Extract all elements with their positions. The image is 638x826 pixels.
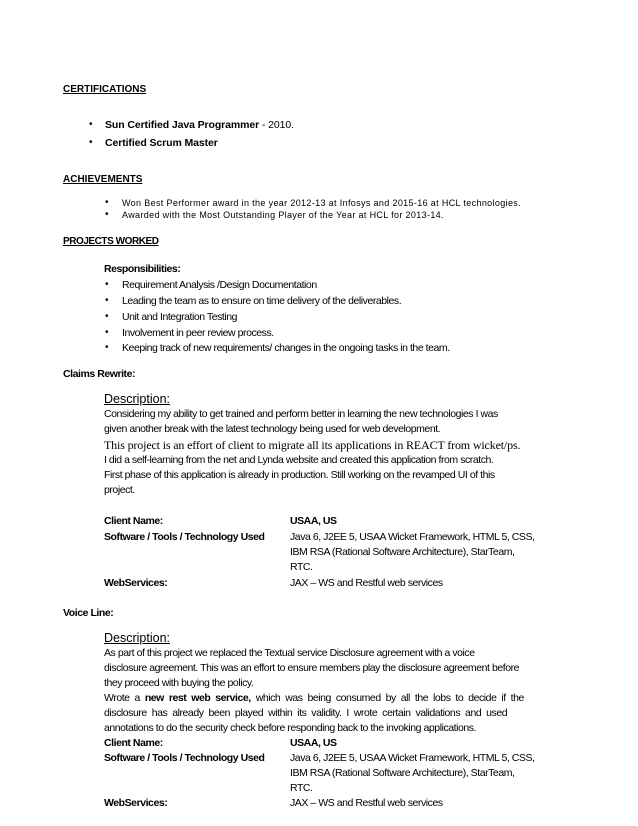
client-name-label: Client Name: xyxy=(104,737,163,749)
description-line: disclosure has already been played within its validity. I wrote certain validations and used xyxy=(104,707,508,719)
software-value: RTC. xyxy=(290,782,313,794)
description-line: First phase of this application is already in production. Still working on the revamped UI of this xyxy=(104,469,495,481)
software-value: Java 6, J2EE 5, USAA Wicket Framework, HTML 5, CSS, xyxy=(290,531,535,543)
achievements-heading: ACHIEVEMENTS xyxy=(63,174,143,185)
achievement-item: Won Best Performer award in the year 2012-13 at Infosys and 2015-16 at HCL technologies. xyxy=(122,198,522,208)
certification-item: Certified Scrum Master xyxy=(105,137,218,149)
description-line: I did a self-learning from the net and Lynda website and created this application from scratch. xyxy=(104,454,494,466)
software-value: IBM RSA (Rational Software Architecture), StarTeam, xyxy=(290,546,515,558)
software-label: Software / Tools / Technology Used xyxy=(104,752,265,764)
bullet-icon: • xyxy=(105,197,109,208)
responsibility-item: Keeping track of new requirements/ changes in the ongoing tasks in the team. xyxy=(122,342,450,354)
responsibility-item: Requirement Analysis /Design Documentation xyxy=(122,279,317,291)
responsibility-item: Involvement in peer review process. xyxy=(122,327,274,339)
bullet-icon: • xyxy=(89,137,93,148)
webservices-value: JAX – WS and Restful web services xyxy=(290,577,443,589)
bullet-icon: • xyxy=(105,295,109,306)
bullet-icon: • xyxy=(105,279,109,290)
certification-item: Sun Certified Java Programmer - 2010. xyxy=(105,119,294,131)
responsibility-item: Leading the team as to ensure on time delivery of the deliverables. xyxy=(122,295,402,307)
bullet-icon: • xyxy=(105,311,109,322)
description-label: Description: xyxy=(104,392,170,406)
software-value: RTC. xyxy=(290,561,313,573)
achievement-item: Awarded with the Most Outstanding Player of the Year at HCL for 2013-14. xyxy=(122,210,444,220)
bullet-icon: • xyxy=(105,327,109,338)
description-line: As part of this project we replaced the Textual service Disclosure agreement with a voice xyxy=(104,647,475,659)
responsibilities-heading: Responsibilities: xyxy=(104,263,181,275)
bullet-icon: • xyxy=(89,119,93,130)
client-name-label: Client Name: xyxy=(104,515,163,527)
description-label: Description: xyxy=(104,631,170,645)
bullet-icon: • xyxy=(105,209,109,220)
project-title-claims: Claims Rewrite: xyxy=(63,368,136,380)
projects-heading: PROJECTS WORKED xyxy=(63,236,159,247)
responsibility-item: Unit and Integration Testing xyxy=(122,311,238,323)
webservices-label: WebServices: xyxy=(104,577,168,589)
software-value: Java 6, J2EE 5, USAA Wicket Framework, HTML 5, CSS, xyxy=(290,752,535,764)
description-line: Considering my ability to get trained and perform better in learning the new technologies I was xyxy=(104,408,498,420)
client-name-value: USAA, US xyxy=(290,515,337,527)
description-line: annotations to do the security check before responding back to the invoking applications. xyxy=(104,722,477,734)
client-name-value: USAA, US xyxy=(290,737,337,749)
description-line: given another break with the latest technology being used for web development. xyxy=(104,423,441,435)
description-line: project. xyxy=(104,484,135,496)
description-line: This project is an effort of client to migrate all its applications in REACT from wicket/ps. xyxy=(104,438,521,452)
certifications-heading: CERTIFICATIONS xyxy=(63,84,147,95)
description-line: Wrote a new rest web service, which was being consumed by all the lobs to decide if the xyxy=(104,692,524,704)
description-line: disclosure agreement. This was an effort to ensure members play the disclosure agreement before xyxy=(104,662,520,674)
bullet-icon: • xyxy=(105,342,109,353)
software-label: Software / Tools / Technology Used xyxy=(104,531,265,543)
webservices-value: JAX – WS and Restful web services xyxy=(290,797,443,809)
webservices-label: WebServices: xyxy=(104,797,168,809)
software-value: IBM RSA (Rational Software Architecture), StarTeam, xyxy=(290,767,515,779)
project-title-voice: Voice Line: xyxy=(63,607,114,619)
description-line: they proceed with buying the policy. xyxy=(104,677,254,689)
